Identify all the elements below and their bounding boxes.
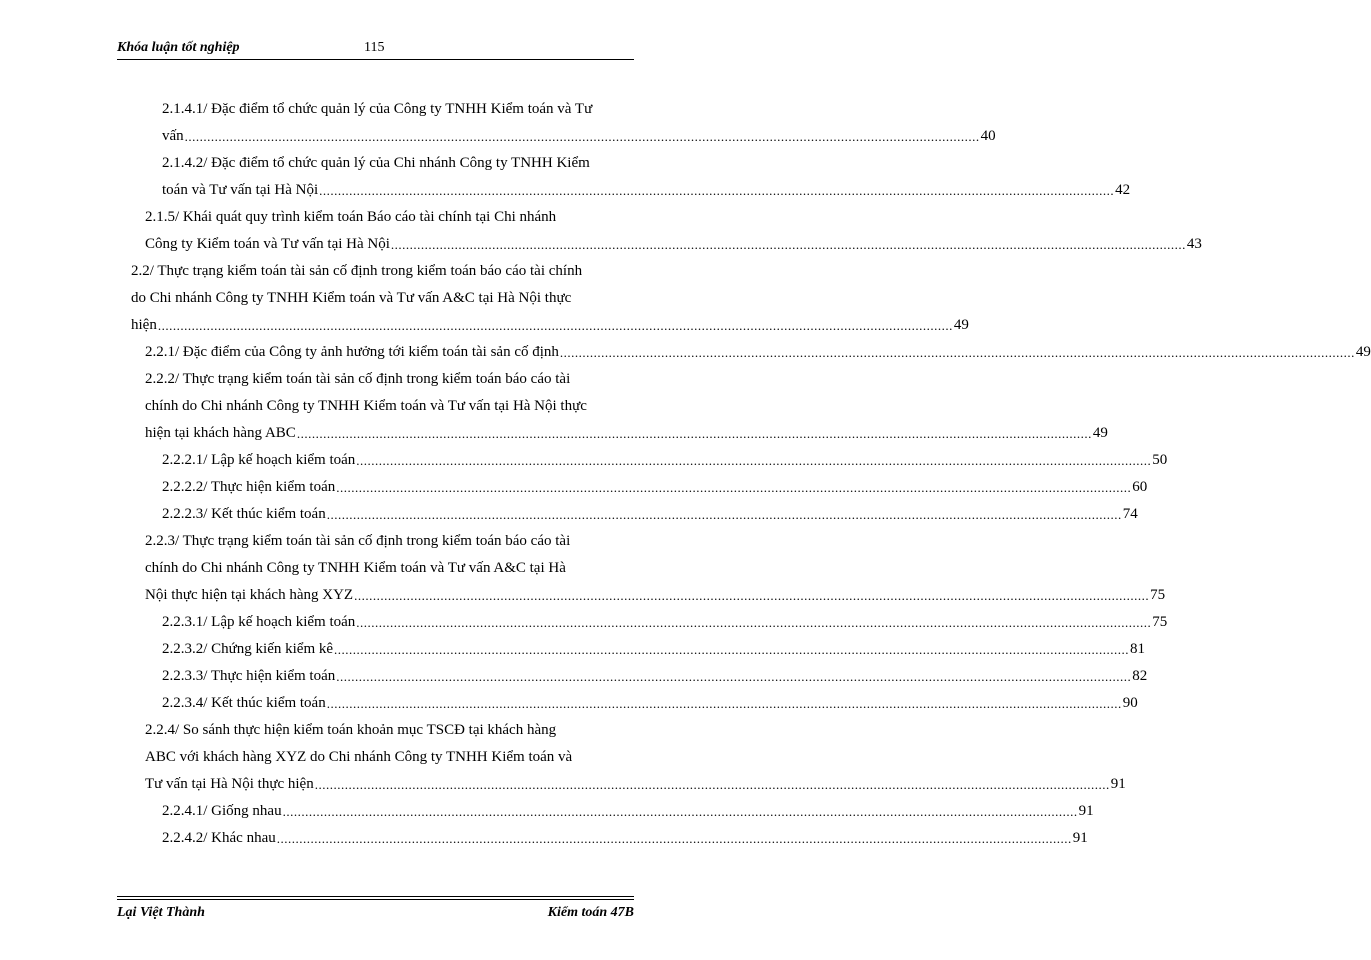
toc-entry-text: do Chi nhánh Công ty TNHH Kiểm toán và Tư vấn A&C tại Hà Nội thực bbox=[131, 290, 572, 306]
dot-leader: .................................................................................................................................................................................................................... bbox=[356, 615, 1152, 630]
toc-page-number: 74 bbox=[1122, 506, 1138, 522]
toc-entry-text: 2.2.2.3/ Kết thúc kiểm toán bbox=[162, 506, 326, 522]
toc-page-number: 43 bbox=[1186, 236, 1202, 252]
toc-entry-text: 2.2.3.2/ Chứng kiến kiểm kê bbox=[162, 641, 334, 657]
toc-line bbox=[162, 640, 1146, 658]
toc-page-number: 91 bbox=[1110, 776, 1126, 792]
toc-line bbox=[145, 559, 566, 577]
dot-leader: .................................................................................................................................................................................................................... bbox=[354, 588, 1150, 603]
toc-entry-text: 2.2/ Thực trạng kiểm toán tài sản cố định trong kiểm toán báo cáo tài chính bbox=[131, 263, 583, 279]
toc-entry-text: 2.2.3.3/ Thực hiện kiểm toán bbox=[162, 668, 336, 684]
toc-page-number: 75 bbox=[1152, 614, 1168, 630]
footer-rule bbox=[117, 899, 634, 900]
toc-entry-text: vấn bbox=[162, 128, 184, 144]
toc-entry-text: 2.2.4/ So sánh thực hiện kiểm toán khoản mục TSCĐ tại khách hàng bbox=[145, 722, 557, 738]
toc-entry-text: Công ty Kiểm toán và Tư vấn tại Hà Nội bbox=[145, 236, 390, 252]
dot-leader: .................................................................................................................................................................................................................... bbox=[336, 480, 1132, 495]
toc-line bbox=[162, 478, 1148, 496]
toc-entry-text: 2.2.1/ Đặc điểm của Công ty ảnh hưởng tới kiểm toán tài sản cố định bbox=[145, 344, 559, 360]
toc-line bbox=[162, 451, 1168, 469]
toc-line bbox=[162, 127, 996, 145]
page-footer bbox=[117, 896, 634, 926]
toc-entry-text: 2.2.3/ Thực trạng kiểm toán tài sản cố định trong kiểm toán báo cáo tài bbox=[145, 533, 571, 549]
dot-leader: .................................................................................................................................................................................................................... bbox=[326, 507, 1122, 522]
dot-leader: .................................................................................................................................................................................................................... bbox=[390, 237, 1186, 252]
dot-leader: .................................................................................................................................................................................................................... bbox=[319, 183, 1115, 198]
toc-page-number: 81 bbox=[1130, 641, 1146, 657]
toc-entry-text: 2.2.3.1/ Lập kế hoạch kiểm toán bbox=[162, 614, 356, 630]
toc-line bbox=[162, 181, 1131, 199]
toc-entry-text: 2.2.4.2/ Khác nhau bbox=[162, 830, 276, 846]
toc-entry-text: 2.1.4.1/ Đặc điểm tổ chức quản lý của Công ty TNHH Kiểm toán và Tư bbox=[162, 101, 593, 117]
toc-entry-text: 2.2.2.2/ Thực hiện kiểm toán bbox=[162, 479, 336, 495]
toc-line bbox=[162, 613, 1168, 631]
page-number: 115 bbox=[364, 40, 385, 55]
toc-page-number: 91 bbox=[1072, 830, 1088, 846]
toc-line bbox=[145, 235, 1202, 253]
toc-line bbox=[162, 667, 1148, 685]
footer-rule bbox=[117, 896, 634, 897]
toc-entry-text: ABC với khách hàng XYZ do Chi nhánh Công ty TNHH Kiểm toán và bbox=[145, 749, 573, 765]
toc-page-number: 42 bbox=[1115, 182, 1131, 198]
toc-line bbox=[162, 100, 592, 118]
toc-entry-text: hiện bbox=[131, 317, 157, 333]
toc-line bbox=[145, 424, 1108, 442]
toc-entry-text: chính do Chi nhánh Công ty TNHH Kiểm toán và Tư vấn tại Hà Nội thực bbox=[145, 398, 587, 414]
dot-leader: .................................................................................................................................................................................................................... bbox=[559, 345, 1355, 360]
author-name: Lại Việt Thành bbox=[117, 905, 205, 920]
toc-entry-text: 2.2.3.4/ Kết thúc kiểm toán bbox=[162, 695, 326, 711]
header-rule bbox=[117, 59, 634, 60]
toc-line bbox=[162, 154, 590, 172]
toc-page-number: 82 bbox=[1132, 668, 1148, 684]
toc-line bbox=[131, 316, 969, 334]
toc-entry-text: toán và Tư vấn tại Hà Nội bbox=[162, 182, 319, 198]
toc-page-number: 49 bbox=[953, 317, 969, 333]
document-title: Khóa luận tốt nghiệp bbox=[117, 40, 240, 55]
toc-page-number: 75 bbox=[1150, 587, 1166, 603]
toc-line bbox=[145, 748, 572, 766]
toc-line bbox=[162, 694, 1138, 712]
toc-line bbox=[145, 208, 556, 226]
dot-leader: .................................................................................................................................................................................................................... bbox=[282, 804, 1078, 819]
toc-line bbox=[162, 829, 1088, 847]
toc-page-number: 49 bbox=[1092, 425, 1108, 441]
dot-leader: .................................................................................................................................................................................................................... bbox=[157, 318, 953, 333]
toc-page-number: 50 bbox=[1152, 452, 1168, 468]
toc-page-number: 91 bbox=[1078, 803, 1094, 819]
dot-leader: .................................................................................................................................................................................................................... bbox=[276, 831, 1072, 846]
toc-entry-text: 2.2.2/ Thực trạng kiểm toán tài sản cố định trong kiểm toán báo cáo tài bbox=[145, 371, 571, 387]
page-header bbox=[117, 40, 634, 62]
toc-page-number: 60 bbox=[1132, 479, 1148, 495]
department-name: Kiểm toán 47B bbox=[547, 905, 634, 920]
toc-entry-text: 2.2.4.1/ Giống nhau bbox=[162, 803, 282, 819]
toc-line bbox=[145, 775, 1126, 793]
toc-line bbox=[145, 343, 1371, 361]
toc-entry-text: 2.1.5/ Khái quát quy trình kiểm toán Báo cáo tài chính tại Chi nhánh bbox=[145, 209, 557, 225]
toc-entry-text: Tư vấn tại Hà Nội thực hiện bbox=[145, 776, 314, 792]
toc-line bbox=[145, 721, 556, 739]
dot-leader: .................................................................................................................................................................................................................... bbox=[356, 453, 1152, 468]
dot-leader: .................................................................................................................................................................................................................... bbox=[326, 696, 1122, 711]
dot-leader: .................................................................................................................................................................................................................... bbox=[336, 669, 1132, 684]
dot-leader: .................................................................................................................................................................................................................... bbox=[296, 426, 1092, 441]
dot-leader: .................................................................................................................................................................................................................... bbox=[184, 129, 980, 144]
toc-line bbox=[131, 262, 582, 280]
toc-entry-text: chính do Chi nhánh Công ty TNHH Kiểm toán và Tư vấn A&C tại Hà bbox=[145, 560, 566, 576]
toc-entry-text: hiện tại khách hàng ABC bbox=[145, 425, 296, 441]
dot-leader: .................................................................................................................................................................................................................... bbox=[314, 777, 1110, 792]
toc-line bbox=[145, 586, 1166, 604]
toc-page-number: 49 bbox=[1355, 344, 1371, 360]
toc-line bbox=[145, 370, 570, 388]
toc-line bbox=[145, 397, 587, 415]
toc-entry-text: 2.1.4.2/ Đặc điểm tổ chức quản lý của Chi nhánh Công ty TNHH Kiểm bbox=[162, 155, 590, 171]
toc-line bbox=[162, 802, 1094, 820]
toc-page-number: 40 bbox=[980, 128, 996, 144]
toc-line bbox=[145, 532, 570, 550]
toc-page-number: 90 bbox=[1122, 695, 1138, 711]
toc-line bbox=[131, 289, 571, 307]
toc-entry-text: 2.2.2.1/ Lập kế hoạch kiểm toán bbox=[162, 452, 356, 468]
toc-line bbox=[162, 505, 1138, 523]
toc-entry-text: Nội thực hiện tại khách hàng XYZ bbox=[145, 587, 354, 603]
dot-leader: .................................................................................................................................................................................................................... bbox=[334, 642, 1130, 657]
